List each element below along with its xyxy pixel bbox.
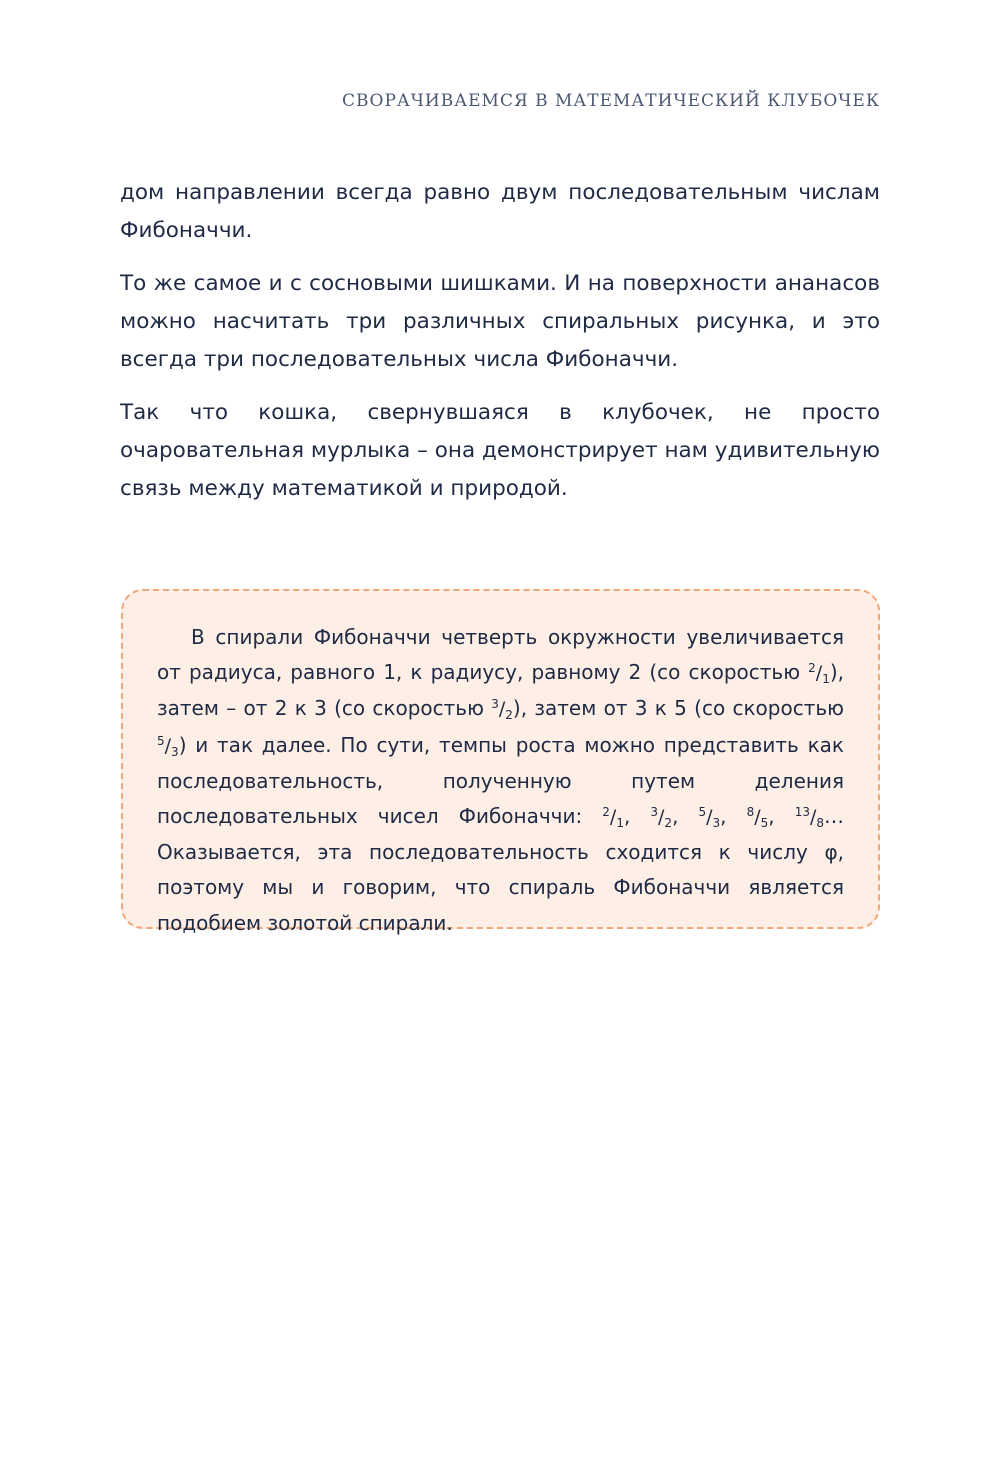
fraction-numerator: 3 — [491, 697, 499, 712]
callout-segment: ) и так далее. По сути, темпы роста можно представить как последовательность, полученную путем деления последовательных чисел Фибоначчи: — [157, 732, 844, 829]
fraction-numerator: 5 — [157, 733, 165, 748]
main-text — [120, 174, 880, 523]
callout-text — [157, 620, 844, 941]
callout-segment: , — [720, 804, 747, 829]
fraction-numerator: 13 — [794, 805, 810, 820]
fraction-denominator: 8 — [816, 816, 825, 831]
paragraph-1: дом направлении всегда равно двум последовательным числам Фибоначчи. — [120, 180, 880, 243]
callout-segment: … Оказывается, эта последовательность сходится к числу φ, поэтому мы и говорим, что спираль Фибоначчи является подобием золотой спирали. — [157, 804, 845, 935]
info-callout-box — [121, 589, 880, 935]
fraction: $^2/_1$ — [808, 661, 830, 687]
callout-segment: ), затем – от 2 к 3 (со скоростью — [157, 660, 844, 721]
fraction-denominator: 1 — [616, 816, 624, 831]
fraction: $^5/_3$ — [157, 733, 179, 759]
fraction-denominator: 2 — [664, 816, 673, 831]
paragraph-3: Так что кошка, свернувшаяся в клубочек, не просто очаровательная мурлыка – она демонстрирует нам удивительную связь между математикой и природой. — [120, 400, 880, 501]
callout-segment: , — [623, 804, 651, 829]
fraction-denominator: 3 — [171, 744, 179, 759]
callout-segment: , — [672, 804, 699, 829]
running-header: СВОРАЧИВАЕМСЯ В МАТЕМАТИЧЕСКИЙ КЛУБОЧЕК — [342, 91, 880, 111]
paragraph-2: То же самое и с сосновыми шишками. И на поверхности ананасов можно насчитать три различных спиральных рисунка, и это всегда три последовательных числа Фибоначчи. — [120, 271, 880, 372]
callout-segment: В спирали Фибоначчи четверть окружности увеличивается от радиуса, равного 1, к радиусу, равному 2 (со скоростью — [157, 625, 844, 685]
fraction-denominator: 1 — [822, 672, 830, 687]
callout-segment: , — [768, 804, 795, 829]
fraction: $^3/_2$ — [491, 697, 513, 723]
fraction-numerator: 3 — [650, 805, 659, 820]
fraction-denominator: 2 — [505, 708, 513, 723]
fraction: $^3/_2$ — [650, 805, 673, 831]
fraction-denominator: 5 — [760, 816, 769, 831]
fraction: $^8/_5$ — [746, 805, 769, 831]
fraction: $^2/_1$ — [602, 805, 624, 831]
fraction-numerator: 2 — [808, 661, 816, 676]
fraction-numerator: 8 — [746, 805, 755, 820]
fraction-numerator: 5 — [698, 805, 707, 820]
fraction: $^5/_3$ — [698, 805, 721, 831]
fraction: $^{13}/_8$ — [794, 805, 825, 831]
fraction-denominator: 3 — [712, 816, 721, 831]
callout-segment: ), затем от 3 к 5 (со скоростью — [512, 696, 844, 721]
fraction-numerator: 2 — [602, 805, 610, 820]
